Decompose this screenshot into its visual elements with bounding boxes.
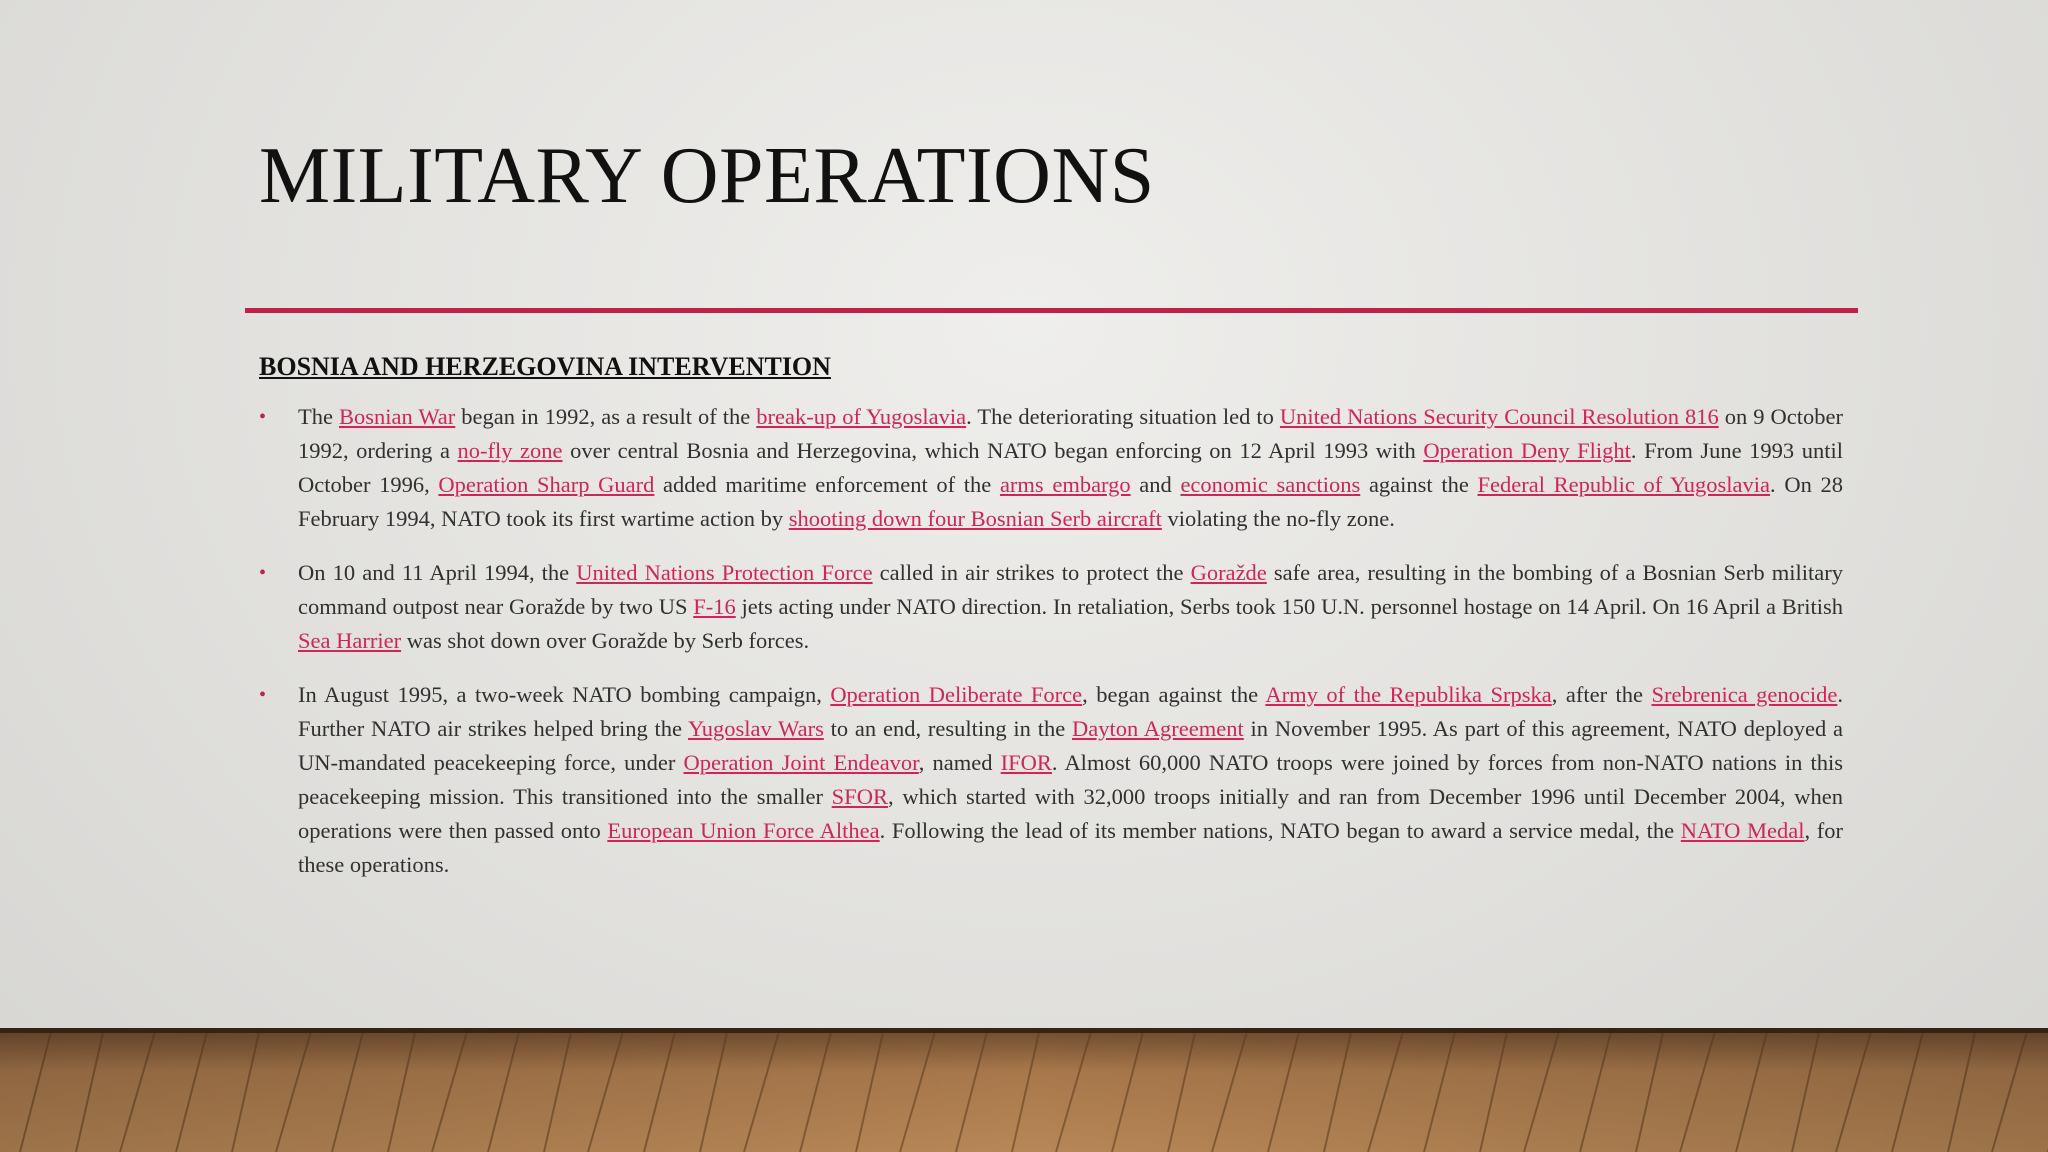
body-text: safe area, resulting in the bombing of a Bosnian Serb military command outpost near Goražde by two US xyxy=(298,559,1843,619)
hyperlink[interactable]: Operation Sharp Guard xyxy=(438,471,655,497)
bullet-item xyxy=(259,556,1843,658)
title-divider xyxy=(245,308,1858,313)
body-text: In August 1995, a two-week NATO bombing campaign, xyxy=(298,681,831,707)
body-text: , named xyxy=(918,749,1001,775)
hyperlink[interactable]: United Nations Protection Force xyxy=(576,559,873,585)
hyperlink[interactable]: Yugoslav Wars xyxy=(688,715,824,741)
body-text: in November 1995. As part of this agreement, NATO deployed a UN-mandated peacekeeping force, under xyxy=(298,715,1843,775)
body-text: . On 28 February 1994, NATO took its first wartime action by xyxy=(298,471,1843,531)
body-text: . The deteriorating situation led to xyxy=(966,403,1280,429)
body-text: called in air strikes to protect the xyxy=(872,559,1191,585)
body-text: and xyxy=(1130,471,1181,497)
body-text: , after the xyxy=(1551,681,1652,707)
slide-body xyxy=(259,350,1843,902)
hyperlink[interactable]: break-up of Yugoslavia xyxy=(756,403,967,429)
body-text: on 9 October 1992, ordering a xyxy=(298,403,1844,463)
hyperlink[interactable]: Operation Joint Endeavor xyxy=(683,749,919,775)
body-text: , which started with 32,000 troops initially and ran from December 1996 until December 2004, when operations were then passed onto xyxy=(298,783,1843,843)
hyperlink[interactable]: Dayton Agreement xyxy=(1072,715,1244,741)
hyperlink[interactable]: NATO Medal xyxy=(1680,817,1805,843)
body-text: . Further NATO air strikes helped bring the xyxy=(298,681,1844,741)
body-text: added maritime enforcement of the xyxy=(654,471,1000,497)
bullet-list xyxy=(259,400,1843,882)
hyperlink[interactable]: Operation Deny Flight xyxy=(1423,437,1631,463)
hyperlink[interactable]: arms embargo xyxy=(999,471,1131,497)
body-text: began in 1992, as a result of the xyxy=(455,403,757,429)
bullet-item xyxy=(259,400,1843,536)
hyperlink[interactable]: economic sanctions xyxy=(1180,471,1361,497)
hyperlink[interactable]: Operation Deliberate Force xyxy=(830,681,1083,707)
body-text: . Following the lead of its member nations, NATO began to award a service medal, the xyxy=(879,817,1681,843)
hyperlink[interactable]: United Nations Security Council Resolution 816 xyxy=(1279,403,1719,429)
body-text: over central Bosnia and Herzegovina, which NATO began enforcing on 12 April 1993 with xyxy=(562,437,1424,463)
body-text: violating the no-fly zone. xyxy=(1161,505,1395,531)
body-text: , for these operations. xyxy=(298,817,1843,877)
hyperlink[interactable]: Federal Republic of Yugoslavia xyxy=(1477,471,1771,497)
body-text: against the xyxy=(1360,471,1478,497)
hyperlink[interactable]: Goražde xyxy=(1190,559,1267,585)
bullet-dot-icon: • xyxy=(259,405,267,428)
hyperlink[interactable]: Army of the Republika Srpska xyxy=(1265,681,1552,707)
body-text: to an end, resulting in the xyxy=(823,715,1072,741)
hyperlink[interactable]: Bosnian War xyxy=(339,403,456,429)
body-text: The xyxy=(298,403,339,429)
bullet-dot-icon: • xyxy=(259,683,267,706)
wooden-floor xyxy=(0,1028,2048,1152)
body-text: , began against the xyxy=(1082,681,1266,707)
body-text: jets acting under NATO direction. In retaliation, Serbs took 150 U.N. personnel hostage on 14 April. On 16 April a British xyxy=(735,593,1843,619)
bullet-item xyxy=(259,678,1843,882)
hyperlink[interactable]: Sea Harrier xyxy=(298,627,402,653)
body-text: . From June 1993 until October 1996, xyxy=(298,437,1843,497)
body-text: was shot down over Goražde by Serb forces. xyxy=(401,627,810,653)
hyperlink[interactable]: IFOR xyxy=(1000,749,1052,775)
slide-title: MILITARY OPERATIONS xyxy=(259,132,1155,220)
section-heading: BOSNIA AND HERZEGOVINA INTERVENTION xyxy=(259,352,831,381)
hyperlink[interactable]: Srebrenica genocide xyxy=(1651,681,1838,707)
hyperlink[interactable]: European Union Force Althea xyxy=(607,817,880,843)
body-text: On 10 and 11 April 1994, the xyxy=(298,559,577,585)
hyperlink[interactable]: shooting down four Bosnian Serb aircraft xyxy=(788,505,1162,531)
bullet-dot-icon: • xyxy=(259,561,267,584)
hyperlink[interactable]: F-16 xyxy=(693,593,736,619)
body-text: . Almost 60,000 NATO troops were joined by forces from non-NATO nations in this peacekeeping mission. This transitioned into the smaller xyxy=(298,749,1843,809)
hyperlink[interactable]: no-fly zone xyxy=(457,437,563,463)
hyperlink[interactable]: SFOR xyxy=(831,783,888,809)
